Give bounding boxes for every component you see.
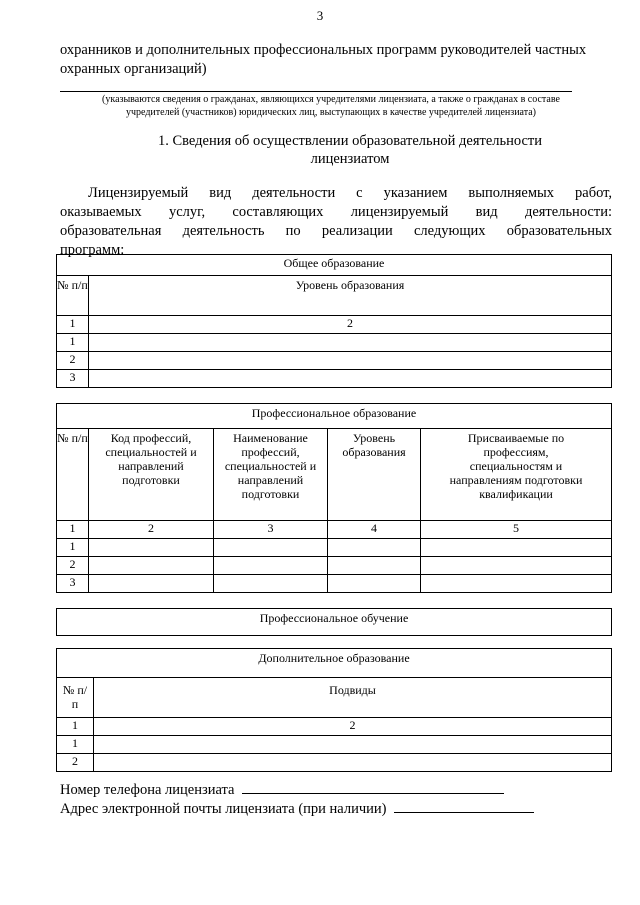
- prof-index-cell: 2: [89, 521, 214, 539]
- prof-row-cell: [89, 575, 214, 593]
- professional-training-title: Профессиональное обучение: [57, 609, 612, 636]
- intro-line-2: оказываемых услуг, составляющих лицензируемый вид деятельности:: [60, 204, 612, 220]
- prof-row-cell: [421, 539, 612, 557]
- caption-line-2: учредителей (участников) юридических лиц, выступающих в качестве учредителей лицензиата): [125, 107, 536, 118]
- additional-row-num: 1: [57, 736, 94, 754]
- general-row-num: 2: [57, 352, 89, 370]
- professional-training-table: [56, 608, 612, 636]
- caption-line-1: (указываются сведения о гражданах, являющихся учредителями лицензиата, а также о гражданах в составе: [102, 94, 560, 105]
- general-row-num: 1: [57, 334, 89, 352]
- prof-row-num: 1: [57, 539, 89, 557]
- prof-col-qualification: Присваиваемые по профессиям, специальностям и направлениям подготовки квалификации: [421, 429, 612, 521]
- prof-row-cell: [328, 539, 421, 557]
- email-label: Адрес электронной почты лицензиата (при наличии): [60, 801, 387, 817]
- intro-line-4: программ:: [60, 242, 125, 258]
- general-index-cell: 2: [89, 316, 612, 334]
- prof-col-num: № п/п: [57, 429, 89, 521]
- prof-row-num: 3: [57, 575, 89, 593]
- section-heading-line-1: 1. Сведения об осуществлении образовательной деятельности: [157, 133, 543, 149]
- founders-caption: [60, 93, 602, 119]
- intro-line-3: образовательная деятельность по реализации следующих образовательных: [60, 223, 612, 239]
- general-row-cell: [89, 370, 612, 388]
- prof-row-cell: [214, 557, 328, 575]
- prof-row-cell: [89, 557, 214, 575]
- general-row-num: 3: [57, 370, 89, 388]
- email-field[interactable]: [394, 812, 534, 813]
- general-education-table: [56, 254, 612, 388]
- signature-line: [60, 91, 572, 92]
- prof-col-code: Код профессий, специальностей и направлений подготовки: [89, 429, 214, 521]
- prof-row-cell: [328, 557, 421, 575]
- additional-col-num: № п/п: [57, 678, 94, 718]
- additional-education-table: [56, 648, 612, 772]
- prof-col-level: Уровень образования: [328, 429, 421, 521]
- additional-education-title: Дополнительное образование: [57, 649, 612, 678]
- section-heading-line-2: лицензиатом: [310, 151, 390, 167]
- prof-row-cell: [421, 575, 612, 593]
- intro-line-1: Лицензируемый вид деятельности с указанием выполняемых работ,: [88, 185, 612, 201]
- prof-index-cell: 3: [214, 521, 328, 539]
- prof-row-cell: [214, 539, 328, 557]
- prof-row-cell: [214, 575, 328, 593]
- general-education-title: Общее образование: [57, 255, 612, 276]
- additional-index-cell: 2: [94, 718, 612, 736]
- general-row-cell: [89, 352, 612, 370]
- general-row-cell: [89, 334, 612, 352]
- additional-col-sub: Подвиды: [94, 678, 612, 718]
- additional-row-cell: [94, 754, 612, 772]
- prof-row-num: 2: [57, 557, 89, 575]
- additional-row-cell: [94, 736, 612, 754]
- section-heading: [60, 132, 640, 168]
- prof-row-cell: [328, 575, 421, 593]
- continuation-line-1: охранников и дополнительных профессиональных программ руководителей частных: [60, 42, 587, 58]
- prof-col-name: Наименование профессий, специальностей и направлений подготовки: [214, 429, 328, 521]
- prof-index-cell: 5: [421, 521, 612, 539]
- email-line: [60, 801, 534, 818]
- prof-index-cell: 4: [328, 521, 421, 539]
- general-index-cell: 1: [57, 316, 89, 334]
- phone-line: [60, 782, 504, 799]
- professional-education-title: Профессиональное образование: [57, 404, 612, 429]
- additional-index-cell: 1: [57, 718, 94, 736]
- general-col-num: № п/п: [57, 276, 89, 316]
- phone-field[interactable]: [242, 793, 504, 794]
- intro-paragraph: [60, 184, 612, 260]
- additional-row-num: 2: [57, 754, 94, 772]
- professional-education-table: [56, 403, 612, 593]
- prof-row-cell: [89, 539, 214, 557]
- continuation-line-2: охранных организаций): [60, 61, 207, 77]
- page-number: 3: [316, 8, 324, 23]
- prof-row-cell: [421, 557, 612, 575]
- general-col-level: Уровень образования: [89, 276, 612, 316]
- phone-label: Номер телефона лицензиата: [60, 782, 235, 798]
- prof-index-cell: 1: [57, 521, 89, 539]
